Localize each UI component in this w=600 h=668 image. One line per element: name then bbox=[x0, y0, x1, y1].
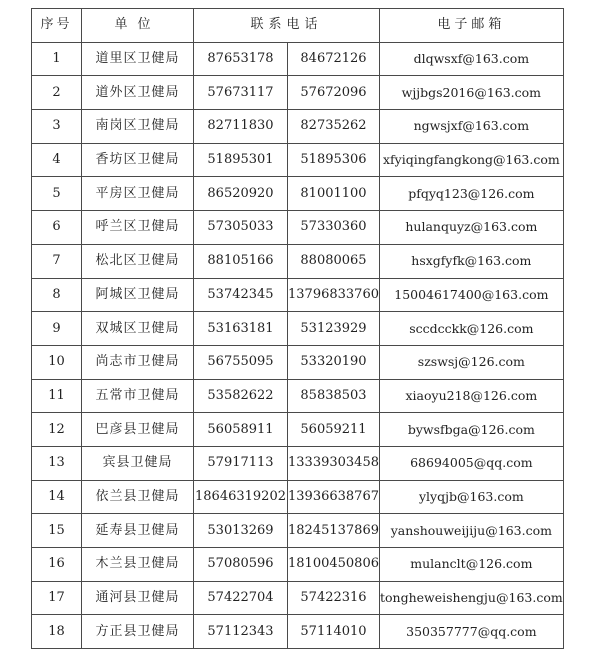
email-cell: 68694005@qq.com bbox=[380, 446, 564, 480]
table-row bbox=[32, 379, 564, 413]
seq-cell: 14 bbox=[32, 480, 82, 514]
table-row bbox=[32, 548, 564, 582]
table-row bbox=[32, 143, 564, 177]
seq-cell: 5 bbox=[32, 177, 82, 211]
phone-secondary-cell: 56059211 bbox=[288, 413, 380, 447]
contact-table bbox=[31, 8, 564, 649]
email-cell: tongheweishengju@163.com bbox=[380, 581, 564, 615]
unit-cell: 道里区卫健局 bbox=[82, 42, 194, 76]
phone-primary-cell: 56058911 bbox=[194, 413, 288, 447]
email-cell: wjjbgs2016@163.com bbox=[380, 76, 564, 110]
seq-cell: 15 bbox=[32, 514, 82, 548]
phone-primary-cell: 57422704 bbox=[194, 581, 288, 615]
header-row bbox=[32, 9, 564, 43]
seq-cell: 10 bbox=[32, 345, 82, 379]
table-row bbox=[32, 514, 564, 548]
unit-cell: 阿城区卫健局 bbox=[82, 278, 194, 312]
seq-cell: 1 bbox=[32, 42, 82, 76]
table-row bbox=[32, 480, 564, 514]
seq-cell: 11 bbox=[32, 379, 82, 413]
seq-cell: 17 bbox=[32, 581, 82, 615]
seq-cell: 18 bbox=[32, 615, 82, 649]
table-row bbox=[32, 413, 564, 447]
email-cell: mulanclt@126.com bbox=[380, 548, 564, 582]
email-cell: ylyqjb@163.com bbox=[380, 480, 564, 514]
email-cell: ngwsjxf@163.com bbox=[380, 110, 564, 144]
phone-primary-cell: 57673117 bbox=[194, 76, 288, 110]
phone-primary-cell: 53582622 bbox=[194, 379, 288, 413]
unit-cell: 尚志市卫健局 bbox=[82, 345, 194, 379]
email-cell: hsxgfyfk@163.com bbox=[380, 244, 564, 278]
phone-primary-cell: 18646319202 bbox=[194, 480, 288, 514]
unit-cell: 南岗区卫健局 bbox=[82, 110, 194, 144]
unit-cell: 呼兰区卫健局 bbox=[82, 211, 194, 245]
email-cell: yanshouweijiju@163.com bbox=[380, 514, 564, 548]
phone-primary-cell: 57080596 bbox=[194, 548, 288, 582]
email-cell: xiaoyu218@126.com bbox=[380, 379, 564, 413]
phone-primary-cell: 86520920 bbox=[194, 177, 288, 211]
table-row bbox=[32, 312, 564, 346]
table-row bbox=[32, 615, 564, 649]
table-row bbox=[32, 177, 564, 211]
unit-cell: 松北区卫健局 bbox=[82, 244, 194, 278]
phone-primary-cell: 57112343 bbox=[194, 615, 288, 649]
phone-primary-cell: 57917113 bbox=[194, 446, 288, 480]
email-cell: szswsj@126.com bbox=[380, 345, 564, 379]
phone-secondary-cell: 88080065 bbox=[288, 244, 380, 278]
phone-secondary-cell: 13796833760 bbox=[288, 278, 380, 312]
unit-cell: 方正县卫健局 bbox=[82, 615, 194, 649]
seq-cell: 3 bbox=[32, 110, 82, 144]
phone-secondary-cell: 13936638767 bbox=[288, 480, 380, 514]
phone-primary-cell: 51895301 bbox=[194, 143, 288, 177]
unit-cell: 香坊区卫健局 bbox=[82, 143, 194, 177]
phone-secondary-cell: 13339303458 bbox=[288, 446, 380, 480]
unit-cell: 延寿县卫健局 bbox=[82, 514, 194, 548]
phone-secondary-cell: 53320190 bbox=[288, 345, 380, 379]
seq-cell: 12 bbox=[32, 413, 82, 447]
table-row bbox=[32, 110, 564, 144]
email-cell: dlqwsxf@163.com bbox=[380, 42, 564, 76]
phone-secondary-cell: 51895306 bbox=[288, 143, 380, 177]
phone-secondary-cell: 82735262 bbox=[288, 110, 380, 144]
phone-secondary-cell: 57330360 bbox=[288, 211, 380, 245]
phone-secondary-cell: 57672096 bbox=[288, 76, 380, 110]
table-row bbox=[32, 446, 564, 480]
phone-secondary-cell: 85838503 bbox=[288, 379, 380, 413]
phone-secondary-cell: 18245137869 bbox=[288, 514, 380, 548]
table-row bbox=[32, 211, 564, 245]
phone-primary-cell: 53163181 bbox=[194, 312, 288, 346]
phone-secondary-cell: 57422316 bbox=[288, 581, 380, 615]
header-seq: 序号 bbox=[32, 9, 82, 43]
unit-cell: 双城区卫健局 bbox=[82, 312, 194, 346]
phone-primary-cell: 53742345 bbox=[194, 278, 288, 312]
email-cell: pfqyq123@126.com bbox=[380, 177, 564, 211]
phone-primary-cell: 82711830 bbox=[194, 110, 288, 144]
header-email: 电子邮箱 bbox=[380, 9, 564, 43]
phone-secondary-cell: 84672126 bbox=[288, 42, 380, 76]
unit-cell: 五常市卫健局 bbox=[82, 379, 194, 413]
phone-secondary-cell: 53123929 bbox=[288, 312, 380, 346]
email-cell: bywsfbga@126.com bbox=[380, 413, 564, 447]
email-cell: hulanquyz@163.com bbox=[380, 211, 564, 245]
seq-cell: 6 bbox=[32, 211, 82, 245]
table-row bbox=[32, 278, 564, 312]
table-row bbox=[32, 244, 564, 278]
unit-cell: 巴彦县卫健局 bbox=[82, 413, 194, 447]
header-unit: 单位 bbox=[82, 9, 194, 43]
seq-cell: 16 bbox=[32, 548, 82, 582]
seq-cell: 4 bbox=[32, 143, 82, 177]
phone-secondary-cell: 81001100 bbox=[288, 177, 380, 211]
table-row bbox=[32, 345, 564, 379]
unit-cell: 平房区卫健局 bbox=[82, 177, 194, 211]
table-row bbox=[32, 42, 564, 76]
email-cell: 15004617400@163.com bbox=[380, 278, 564, 312]
unit-cell: 通河县卫健局 bbox=[82, 581, 194, 615]
seq-cell: 2 bbox=[32, 76, 82, 110]
phone-primary-cell: 56755095 bbox=[194, 345, 288, 379]
unit-cell: 宾县卫健局 bbox=[82, 446, 194, 480]
header-phone: 联系电话 bbox=[194, 9, 380, 43]
unit-cell: 木兰县卫健局 bbox=[82, 548, 194, 582]
phone-secondary-cell: 18100450806 bbox=[288, 548, 380, 582]
seq-cell: 8 bbox=[32, 278, 82, 312]
seq-cell: 13 bbox=[32, 446, 82, 480]
unit-cell: 依兰县卫健局 bbox=[82, 480, 194, 514]
table-row bbox=[32, 76, 564, 110]
seq-cell: 7 bbox=[32, 244, 82, 278]
phone-primary-cell: 87653178 bbox=[194, 42, 288, 76]
email-cell: sccdcckk@126.com bbox=[380, 312, 564, 346]
email-cell: 350357777@qq.com bbox=[380, 615, 564, 649]
phone-primary-cell: 53013269 bbox=[194, 514, 288, 548]
email-cell: xfyiqingfangkong@163.com bbox=[380, 143, 564, 177]
table-body bbox=[32, 42, 564, 648]
table-row bbox=[32, 581, 564, 615]
unit-cell: 道外区卫健局 bbox=[82, 76, 194, 110]
phone-secondary-cell: 57114010 bbox=[288, 615, 380, 649]
seq-cell: 9 bbox=[32, 312, 82, 346]
phone-primary-cell: 88105166 bbox=[194, 244, 288, 278]
phone-primary-cell: 57305033 bbox=[194, 211, 288, 245]
